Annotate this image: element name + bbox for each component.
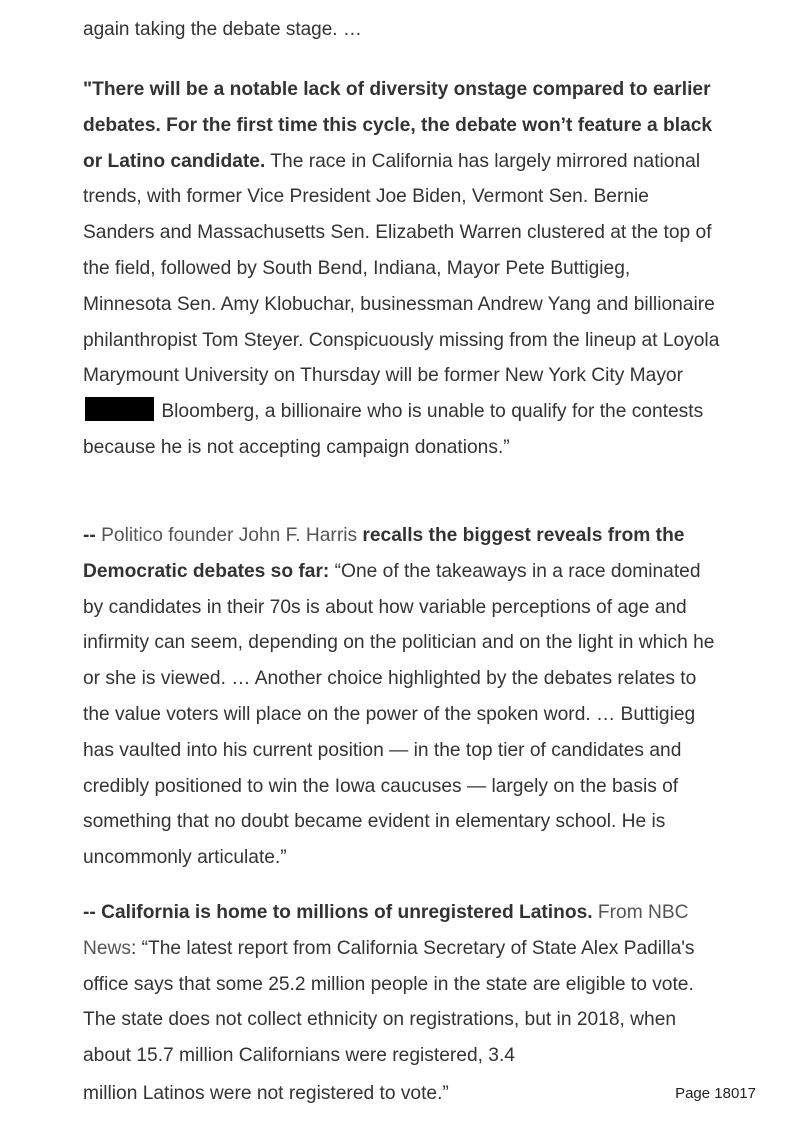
- cut-off-bottom-text: million Latinos were not registered to vote.”: [83, 1083, 449, 1104]
- nbc-news-link[interactable]: NBC News: [83, 902, 689, 959]
- cut-off-top-line: [83, 18, 723, 44]
- page-number: Page 18017: [675, 1085, 756, 1102]
- paragraph-diversity-text-after: Bloomberg, a billionaire who is unable to qualify for the contests because he is not accepting campaign donations.”: [83, 401, 704, 458]
- paragraph-harris-bold: recalls the biggest reveals from the Democratic debates so far:: [83, 525, 685, 582]
- paragraph-harris-dashes: --: [83, 525, 102, 546]
- paragraph-harris: [83, 518, 723, 876]
- paragraph-latinos: [83, 895, 723, 1074]
- paragraph-latinos-text: : “The latest report from California Secretary of State Alex Padilla's office says that some 25.2 million people in the state are eligible to vote. The state does not collect ethnicity on registrations, but in 2018, when about 15.7 million Californians were registered, 3.4: [83, 937, 695, 1067]
- paragraph-latinos-from: From: [592, 902, 649, 923]
- paragraph-diversity: [83, 72, 723, 466]
- paragraph-diversity-bold: "There will be a notable lack of diversity onstage compared to earlier debates. For the first time this cycle, the debate won’t feature a black or Latino candidate.: [83, 79, 713, 172]
- politico-link[interactable]: Politico founder John F. Harris: [101, 525, 358, 546]
- paragraph-latinos-bold: -- California is home to millions of unregistered Latinos.: [83, 902, 593, 923]
- paragraph-harris-text: “One of the takeaways in a race dominated by candidates in their 70s is about how variable perceptions of age and infirmity can seem, depending on the politician and on the light in which he or she is viewed. … Another choice highlighted by the debates relates to the value voters will place on the power of the spoken word. … Buttigieg has vaulted into his current position — in the top tier of candidates and credibly positioned to win the Iowa caucuses — largely on the basis of something that no doubt became evident in elementary school. He is uncommonly articulate.”: [83, 560, 715, 869]
- paragraph-diversity-text: The race in California has largely mirrored national trends, with former Vice President Joe Biden, Vermont Sen. Bernie Sanders and Massachusetts Sen. Elizabeth Warren clustered at the top of the field, followed by South Bend, Indiana, Mayor Pete Buttigieg, Minnesota Sen. Amy Klobuchar, businessman Andrew Yang and billionaire philanthropist Tom Steyer. Conspicuously missing from the lineup at Loyola Marymount University on Thursday will be former New York City Mayor: [83, 150, 720, 387]
- redaction-box: [85, 397, 154, 421]
- cut-off-top-text: again taking the debate stage. …: [83, 19, 362, 40]
